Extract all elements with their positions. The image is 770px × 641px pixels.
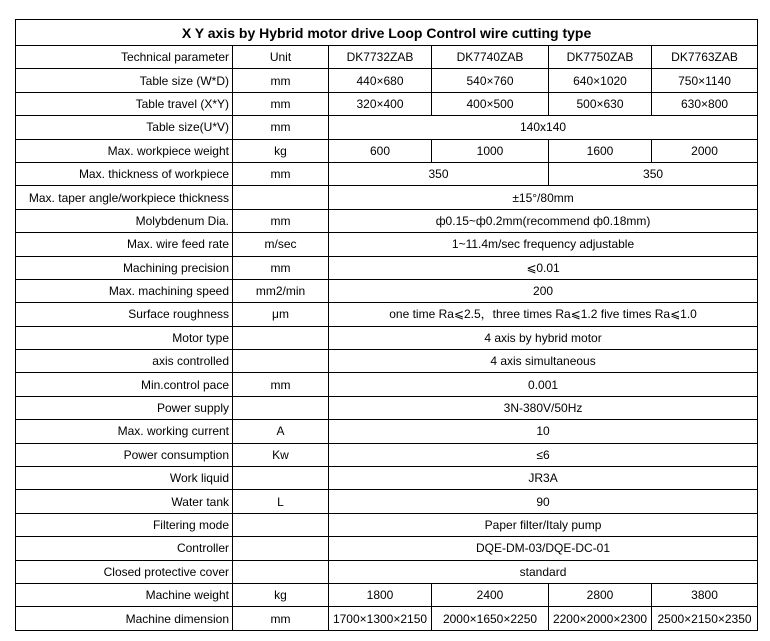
table-row <box>16 116 758 139</box>
value-cell: 2000 <box>652 139 758 162</box>
table-row <box>16 583 758 606</box>
unit-cell <box>233 537 329 560</box>
param-cell: Surface roughness <box>16 303 233 326</box>
unit-cell: A <box>233 420 329 443</box>
value-cell: 3800 <box>652 583 758 606</box>
value-cell: 1800 <box>329 583 432 606</box>
unit-cell: m/sec <box>233 233 329 256</box>
param-cell: Water tank <box>16 490 233 513</box>
unit-cell <box>233 350 329 373</box>
param-cell: Table size (W*D) <box>16 69 233 92</box>
spec-body <box>16 69 758 630</box>
value-cell: 640×1020 <box>549 69 652 92</box>
table-row <box>16 256 758 279</box>
table-row <box>16 420 758 443</box>
table-row <box>16 513 758 536</box>
value-cell: 4 axis by hybrid motor <box>329 326 758 349</box>
unit-cell <box>233 396 329 419</box>
unit-cell: mm <box>233 256 329 279</box>
header-model: DK7763ZAB <box>652 46 758 69</box>
header-row <box>16 46 758 69</box>
param-cell: Max. taper angle/workpiece thickness <box>16 186 233 209</box>
table-row <box>16 396 758 419</box>
table-row <box>16 490 758 513</box>
value-cell: ≤6 <box>329 443 758 466</box>
param-cell: Min.control pace <box>16 373 233 396</box>
value-cell: 0.001 <box>329 373 758 396</box>
param-cell: Machining precision <box>16 256 233 279</box>
param-cell: Max. workpiece weight <box>16 139 233 162</box>
param-cell: Molybdenum Dia. <box>16 209 233 232</box>
table-row <box>16 69 758 92</box>
unit-cell: kg <box>233 583 329 606</box>
value-cell: 1700×1300×2150 <box>329 607 432 630</box>
value-cell: 2500×2150×2350 <box>652 607 758 630</box>
title-row <box>16 20 758 46</box>
unit-cell: kg <box>233 139 329 162</box>
table-row <box>16 233 758 256</box>
param-cell: Max. wire feed rate <box>16 233 233 256</box>
value-cell: ⩽0.01 <box>329 256 758 279</box>
value-cell: 2400 <box>432 583 549 606</box>
unit-cell: mm <box>233 162 329 185</box>
param-cell: Machine weight <box>16 583 233 606</box>
value-cell: 600 <box>329 139 432 162</box>
table-row <box>16 373 758 396</box>
header-model: DK7740ZAB <box>432 46 549 69</box>
table-row <box>16 92 758 115</box>
header-param: Technical parameter <box>16 46 233 69</box>
unit-cell: mm <box>233 92 329 115</box>
value-cell: 350 <box>329 162 549 185</box>
value-cell: 1600 <box>549 139 652 162</box>
unit-cell: mm2/min <box>233 279 329 302</box>
value-cell: 4 axis simultaneous <box>329 350 758 373</box>
param-cell: Motor type <box>16 326 233 349</box>
table-row <box>16 326 758 349</box>
header-unit: Unit <box>233 46 329 69</box>
unit-cell: L <box>233 490 329 513</box>
table-row <box>16 467 758 490</box>
param-cell: axis controlled <box>16 350 233 373</box>
value-cell: 2200×2000×2300 <box>549 607 652 630</box>
table-row <box>16 186 758 209</box>
table-row <box>16 537 758 560</box>
unit-cell: mm <box>233 69 329 92</box>
header-model: DK7750ZAB <box>549 46 652 69</box>
value-cell: one time Ra⩽2.5，three times Ra⩽1.2 five times Ra⩽1.0 <box>329 303 758 326</box>
param-cell: Controller <box>16 537 233 560</box>
param-cell: Closed protective cover <box>16 560 233 583</box>
value-cell: 1~11.4m/sec frequency adjustable <box>329 233 758 256</box>
value-cell: 540×760 <box>432 69 549 92</box>
param-cell: Table travel (X*Y) <box>16 92 233 115</box>
param-cell: Power consumption <box>16 443 233 466</box>
unit-cell: μm <box>233 303 329 326</box>
table-row <box>16 443 758 466</box>
value-cell: 2000×1650×2250 <box>432 607 549 630</box>
value-cell: ±15°/80mm <box>329 186 758 209</box>
spec-table <box>15 19 758 631</box>
value-cell: 3N-380V/50Hz <box>329 396 758 419</box>
unit-cell <box>233 467 329 490</box>
value-cell: standard <box>329 560 758 583</box>
value-cell: ф0.15~ф0.2mm(recommend ф0.18mm) <box>329 209 758 232</box>
param-cell: Max. machining speed <box>16 279 233 302</box>
value-cell: 140x140 <box>329 116 758 139</box>
unit-cell <box>233 186 329 209</box>
param-cell: Machine dimension <box>16 607 233 630</box>
unit-cell: mm <box>233 209 329 232</box>
param-cell: Power supply <box>16 396 233 419</box>
value-cell: 440×680 <box>329 69 432 92</box>
value-cell: 200 <box>329 279 758 302</box>
unit-cell: mm <box>233 373 329 396</box>
table-row <box>16 303 758 326</box>
value-cell: JR3A <box>329 467 758 490</box>
table-row <box>16 560 758 583</box>
value-cell: 400×500 <box>432 92 549 115</box>
param-cell: Max. working current <box>16 420 233 443</box>
param-cell: Work liquid <box>16 467 233 490</box>
value-cell: 2800 <box>549 583 652 606</box>
unit-cell <box>233 513 329 536</box>
unit-cell: mm <box>233 607 329 630</box>
table-row <box>16 139 758 162</box>
param-cell: Filtering mode <box>16 513 233 536</box>
unit-cell <box>233 560 329 583</box>
table-title: X Y axis by Hybrid motor drive Loop Control wire cutting type <box>16 20 758 46</box>
value-cell: 750×1140 <box>652 69 758 92</box>
param-cell: Max. thickness of workpiece <box>16 162 233 185</box>
table-row <box>16 162 758 185</box>
value-cell: 90 <box>329 490 758 513</box>
value-cell: 350 <box>549 162 758 185</box>
value-cell: Paper filter/Italy pump <box>329 513 758 536</box>
table-row <box>16 607 758 630</box>
value-cell: 630×800 <box>652 92 758 115</box>
table-row <box>16 350 758 373</box>
unit-cell: Kw <box>233 443 329 466</box>
unit-cell <box>233 326 329 349</box>
value-cell: 1000 <box>432 139 549 162</box>
table-row <box>16 209 758 232</box>
table-row <box>16 279 758 302</box>
value-cell: 500×630 <box>549 92 652 115</box>
value-cell: 320×400 <box>329 92 432 115</box>
header-model: DK7732ZAB <box>329 46 432 69</box>
unit-cell: mm <box>233 116 329 139</box>
param-cell: Table size(U*V) <box>16 116 233 139</box>
value-cell: 10 <box>329 420 758 443</box>
value-cell: DQE-DM-03/DQE-DC-01 <box>329 537 758 560</box>
